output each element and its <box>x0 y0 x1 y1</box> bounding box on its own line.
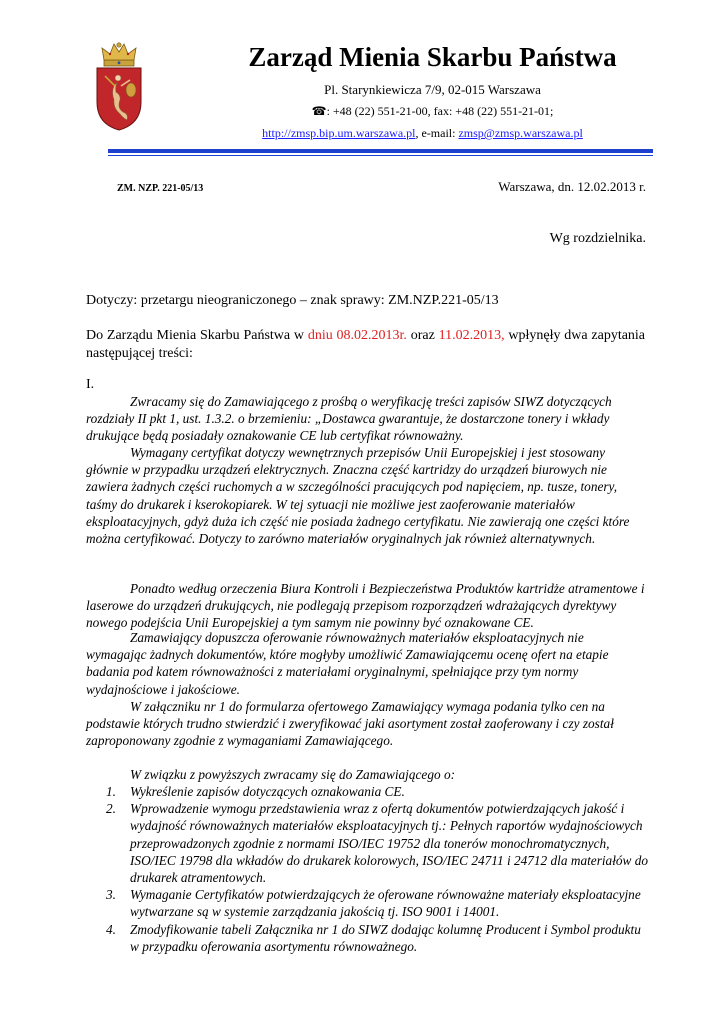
organization-name: Zarząd Mienia Skarbu Państwa <box>248 42 617 72</box>
list-item-number: 4. <box>106 921 116 937</box>
intro-paragraph <box>86 327 645 363</box>
warsaw-mermaid-crest-icon <box>93 40 145 132</box>
contact-links <box>120 126 725 141</box>
body-paragraph: Zamawiający dopuszcza oferowanie równoważnych materiałów eksploatacyjnych nie wymagając żadnych dokumentów, które mogłyby umożliwić Zamawiającemu ocenę ofert na etapie badania pod katem równoważności z materiałami oryginalnymi, spełniające przy tym normy wydajnościowe i jakościowe. <box>86 630 609 697</box>
section-number: I. <box>86 377 95 392</box>
list-item <box>106 886 651 920</box>
list-item-text: Wprowadzenie wymogu przedstawienia wraz z ofertą dokumentów potwierdzających jakość i wydajność równoważnych materiałów eksploatacyjnych tj.: Pełnych raportów wydajnościowych przeprowadzonych zgodnie z normami ISO/IEC 19752 dla tonerów monochromatycznych, ISO/IEC 19798 dla wkładów do drukarek kolorowych, ISO/IEC 24711 i 24712 dla materiałów do drukarek atramentowych. <box>130 801 649 886</box>
intro-date: dniu 08.02.2013r. <box>307 328 407 343</box>
body-paragraph: Wymagany certyfikat dotyczy wewnętrznych przepisów Unii Europejskiej i jest stosowany głównie w przypadku urządzeń elektrycznych. Znaczna część kartridzy do urządzeń biurowych nie zawiera żadnych części ruchomych a w szczególności pracujących pod napięciem, np. tusze, tonery, taśmy do drukarek i kserokopiarek. W tej sytuacji nie możliwe jest zaoferowanie materiałów eksploatacyjnych, gdyż duża ich część nie posiada żadnego certyfikatu. Nie zawierają one części które można certyfikować. Dotyczy to zarówno materiałów oryginalnych jak również alternatywnych. <box>86 445 630 547</box>
recipient: Wg rozdzielnika. <box>549 231 646 246</box>
header-divider-thin <box>108 155 653 156</box>
subject-line: Dotyczy: przetargu nieograniczonego – znak sprawy: ZM.NZP.221-05/13 <box>86 293 499 308</box>
phone-numbers: : +48 (22) 551-21-00, fax: +48 (22) 551-21-01; <box>326 104 554 118</box>
list-intro: W związku z powyższych zwracamy się do Zamawiającego o: <box>130 767 456 782</box>
phone-line <box>140 104 725 119</box>
request-list <box>106 783 651 955</box>
reference-number: ZM. NZP. 221-05/13 <box>117 183 204 194</box>
body-paragraph: W załączniku nr 1 do formularza ofertowego Zamawiający wymaga podania tylko cen na podstawie których trudno stwierdzić i zweryfikować jaki asortyment został zaoferowany i czy został zaproponowany zgodnie z wymaganiami Zamawiającego. <box>86 699 614 749</box>
list-item <box>106 921 651 955</box>
list-item-number: 1. <box>106 784 116 799</box>
body-paragraph: Ponadto według orzeczenia Biura Kontroli i Bezpieczeństwa Produktów kartridże atramentowe i laserowe do urządzeń drukujących, nie podlegają przepisom rozporządzeń wdrażających dyrektywy nowego podejścia Unii Europejskiej a tym samym nie powinny być oznakowane CE. <box>86 581 645 631</box>
list-item-text: Wymaganie Certyfikatów potwierdzających że oferowane równoważne materiały eksploatacyjne wytwarzane są w systemie zarządzania jakością tj. ISO 9001 i 14001. <box>130 887 641 920</box>
list-item <box>106 800 651 886</box>
email-label: , e-mail: <box>415 126 459 140</box>
intro-text: Do Zarządu Mienia Skarbu Państwa w <box>86 328 308 343</box>
header-divider-thick <box>108 149 653 153</box>
website-link[interactable]: http://zmsp.bip.um.warszawa.pl <box>262 126 416 140</box>
place-date: Warszawa, dn. 12.02.2013 r. <box>498 179 646 194</box>
body-paragraph: Zwracamy się do Zamawiającego z prośbą o weryfikację treści zapisów SIWZ dotyczących rozdziały II pkt 1, ust. 1.3.2. o brzemieniu: „Dostawca gwarantuje, że dostarczone tonery i wkłady drukujące będą posiadały oznakowanie CE lub certyfikat równoważny. <box>86 394 612 444</box>
list-item-text: Wykreślenie zapisów dotyczących oznakowania CE. <box>130 784 405 799</box>
address: Pl. Starynkiewicza 7/9, 02-015 Warszawa <box>324 82 541 97</box>
intro-text: oraz <box>406 328 439 343</box>
telephone-icon: ☎ <box>311 104 327 118</box>
email-link[interactable]: zmsp@zmsp.warszawa.pl <box>458 126 583 140</box>
list-item-number: 3. <box>106 887 116 903</box>
intro-text: wpłynęły dwa zapytania następującej treści: <box>86 328 646 361</box>
list-item-number: 2. <box>106 801 116 817</box>
intro-date: 11.02.2013, <box>438 328 505 343</box>
list-item-text: Zmodyfikowanie tabeli Załącznika nr 1 do SIWZ dodając kolumnę Producent i Symbol produktu w przypadku oferowania asortymentu równoważnego. <box>130 921 641 954</box>
list-item <box>106 783 651 800</box>
